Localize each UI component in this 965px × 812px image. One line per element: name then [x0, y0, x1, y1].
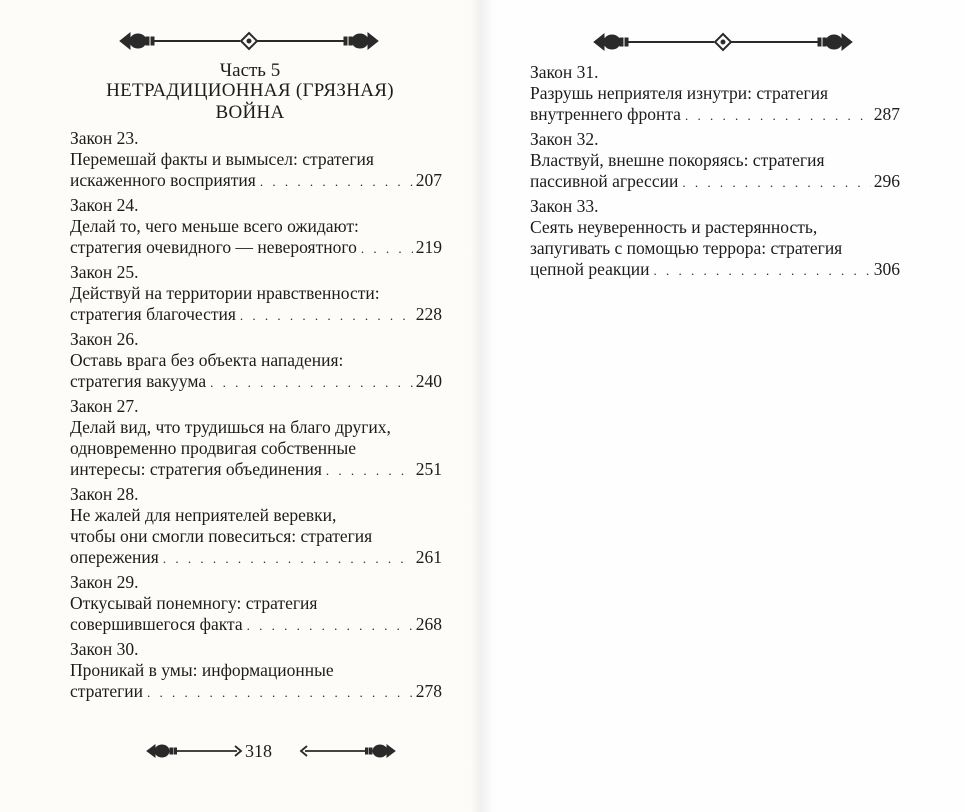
- dot-leader: [685, 105, 871, 126]
- dot-leader: [240, 305, 413, 326]
- entry-last-line: [70, 459, 442, 481]
- toc-entry: [70, 484, 442, 569]
- toc-entry: [70, 329, 442, 393]
- entry-page-number: 219: [415, 237, 442, 257]
- entry-text-line: одновременно продвигая собственные: [70, 438, 357, 458]
- ornament-top-left-icon: [118, 30, 380, 52]
- entry-text-line: Действуй на территории нравственности:: [70, 283, 380, 303]
- entry-text-line: Проникай в умы: информационные: [70, 660, 334, 680]
- toc-entry: [530, 129, 900, 193]
- dot-leader: [163, 548, 413, 569]
- entry-text-line: стратегия очевидного — невероятного: [70, 237, 357, 257]
- entry-last-line: [70, 304, 442, 326]
- law-number: Закон 29.: [70, 572, 139, 592]
- entry-text-line: интересы: стратегия объединения: [70, 459, 322, 479]
- entry-page-number: 296: [873, 171, 900, 191]
- entry-text-line: чтобы они смогли повеситься: стратегия: [70, 526, 373, 546]
- ornament-top-right-icon: [592, 31, 854, 53]
- entry-page-number: 228: [415, 304, 442, 324]
- law-number: Закон 26.: [70, 329, 139, 349]
- entry-last-line: [70, 614, 442, 636]
- law-number: Закон 33.: [530, 196, 599, 216]
- entry-text-line: запугивать с помощью террора: стратегия: [530, 238, 843, 258]
- dot-leader: [361, 238, 413, 259]
- toc-entry: [70, 639, 442, 703]
- entry-text-line: совершившегося факта: [70, 614, 243, 634]
- toc-entry: [530, 196, 900, 281]
- toc-entry: [70, 195, 442, 259]
- ornament-bottom-right-icon: [297, 742, 397, 760]
- page-number: 318: [245, 741, 272, 761]
- toc-entry: [70, 396, 442, 481]
- entry-page-number: 306: [873, 259, 900, 279]
- right-toc-list: [530, 62, 900, 284]
- toc-entry: [70, 572, 442, 636]
- entry-text-line: Властвуй, внешне покоряясь: стратегия: [530, 150, 825, 170]
- dot-leader: [247, 615, 413, 636]
- entry-page-number: 251: [415, 459, 442, 479]
- entry-last-line: [70, 681, 442, 703]
- entry-text-line: Разрушь неприятеля изнутри: стратегия: [530, 83, 829, 103]
- entry-text-line: искаженного восприятия: [70, 170, 256, 190]
- entry-text-line: стратегия благочестия: [70, 304, 236, 324]
- law-number: Закон 28.: [70, 484, 139, 504]
- entry-page-number: 240: [415, 371, 442, 391]
- law-number: Закон 25.: [70, 262, 139, 282]
- law-number: Закон 24.: [70, 195, 139, 215]
- part-title-line-1: НЕТРАДИЦИОННАЯ (ГРЯЗНАЯ): [106, 80, 394, 101]
- law-number: Закон 30.: [70, 639, 139, 659]
- dot-leader: [210, 372, 413, 393]
- entry-text-line: внутреннего фронта: [530, 104, 681, 124]
- dot-leader: [326, 460, 413, 481]
- entry-text-line: опережения: [70, 547, 159, 567]
- entry-page-number: 278: [415, 681, 442, 701]
- dot-leader: [147, 682, 413, 703]
- entry-page-number: 268: [415, 614, 442, 634]
- left-toc-list: [70, 128, 442, 706]
- entry-text-line: Оставь врага без объекта нападения:: [70, 350, 344, 370]
- toc-entry: [70, 128, 442, 192]
- entry-last-line: [70, 170, 442, 192]
- entry-text-line: Перемешай факты и вымысел: стратегия: [70, 149, 374, 169]
- entry-text-line: Откусывай понемногу: стратегия: [70, 593, 318, 613]
- entry-text-line: Сеять неуверенность и растерянность,: [530, 217, 818, 237]
- entry-page-number: 261: [415, 547, 442, 567]
- entry-last-line: [70, 547, 442, 569]
- ornament-bottom-left-icon: [145, 742, 245, 760]
- law-number: Закон 31.: [530, 62, 599, 82]
- entry-text-line: пассивной агрессии: [530, 171, 679, 191]
- entry-last-line: [70, 371, 442, 393]
- entry-last-line: [530, 171, 900, 193]
- part-title: [80, 80, 420, 124]
- part-title-line-2: ВОЙНА: [215, 102, 285, 123]
- dot-leader: [682, 172, 870, 193]
- entry-page-number: 207: [415, 170, 442, 190]
- entry-last-line: [70, 237, 442, 259]
- entry-text-line: Делай вид, что трудишься на благо других,: [70, 417, 391, 437]
- entry-last-line: [530, 259, 900, 281]
- part-number: Часть 5: [219, 60, 281, 81]
- law-number: Закон 23.: [70, 128, 139, 148]
- entry-page-number: 287: [873, 104, 900, 124]
- toc-entry: [530, 62, 900, 126]
- entry-text-line: Делай то, чего меньше всего ожидают:: [70, 216, 359, 236]
- law-number: Закон 27.: [70, 396, 139, 416]
- entry-text-line: стратегии: [70, 681, 144, 701]
- entry-text-line: Не жалей для неприятелей веревки,: [70, 505, 337, 525]
- dot-leader: [260, 171, 413, 192]
- law-number: Закон 32.: [530, 129, 599, 149]
- entry-text-line: стратегия вакуума: [70, 371, 207, 391]
- dot-leader: [653, 260, 870, 281]
- entry-text-line: цепной реакции: [530, 259, 650, 279]
- book-gutter: [470, 0, 494, 812]
- entry-last-line: [530, 104, 900, 126]
- toc-entry: [70, 262, 442, 326]
